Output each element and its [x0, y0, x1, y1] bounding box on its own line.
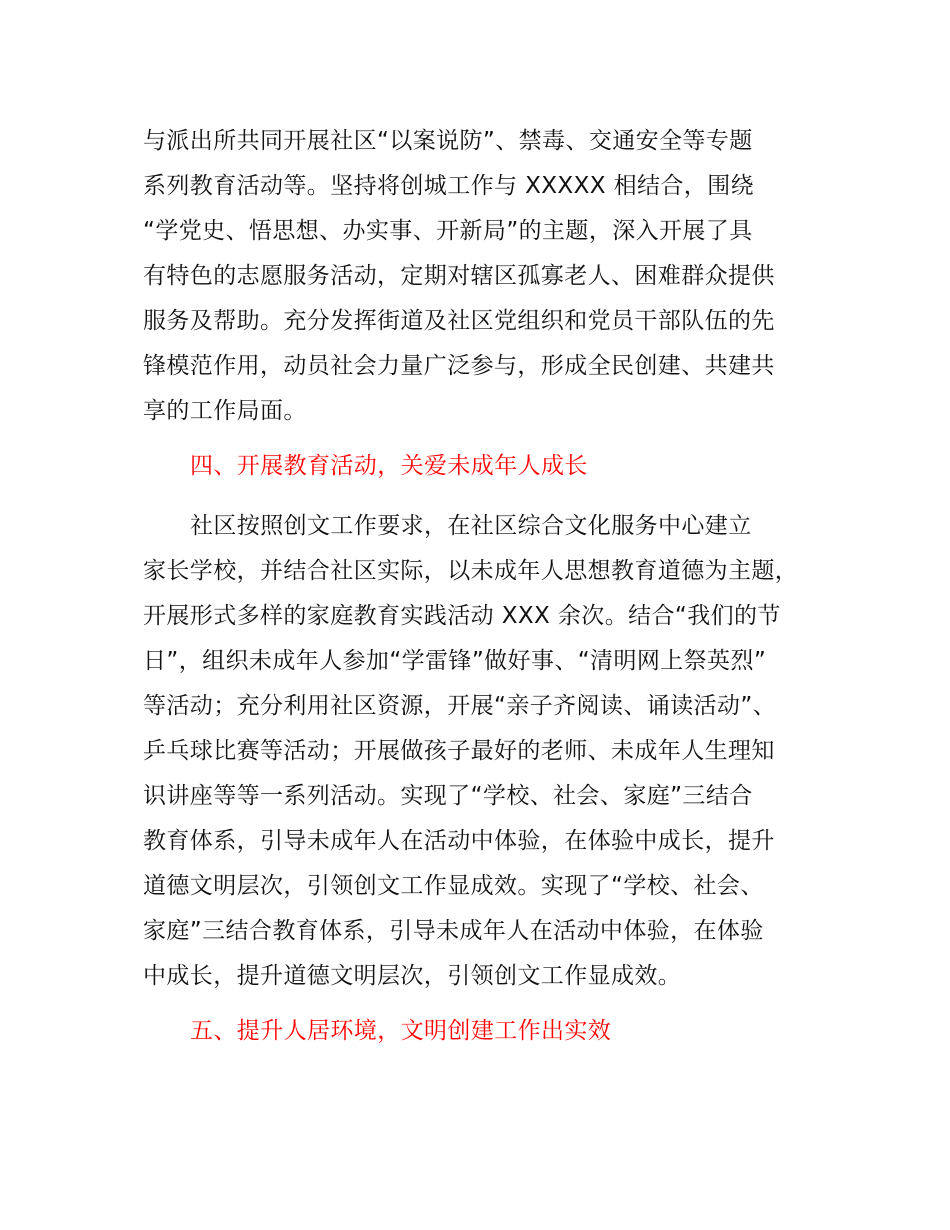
paragraph-line: 教育体系，引导未成年人在活动中体验，在体验中成长，提升: [143, 828, 775, 854]
paragraph-line: 服务及帮助。充分发挥街道及社区党组织和党员干部队伍的先: [143, 308, 775, 334]
paragraph-line: 锋模范作用，动员社会力量广泛参与，形成全民创建、共建共: [143, 353, 775, 379]
paragraph-line: 等活动；充分利用社区资源，开展“亲子齐阅读、诵读活动”、: [143, 693, 777, 719]
paragraph-line: “学党史、悟思想、办实事、开新局”的主题，深入开展了具: [143, 218, 753, 244]
section-heading-5: 五、提升人居环境，文明创建工作出实效: [190, 1018, 612, 1044]
paragraph-line: 有特色的志愿服务活动，定期对辖区孤寡老人、困难群众提供: [143, 263, 775, 289]
paragraph-line: 中成长，提升道德文明层次，引领创文工作显成效。: [143, 963, 682, 989]
paragraph-line: 开展形式多样的家庭教育实践活动 XXX 余次。结合“我们的节: [143, 603, 781, 629]
paragraph-line: 识讲座等等一系列活动。实现了“学校、社会、家庭”三结合: [143, 783, 753, 809]
paragraph-line: 道德文明层次，引领创文工作显成效。实现了“学校、社会、: [143, 873, 764, 899]
paragraph-line: 乒乓球比赛等活动；开展做孩子最好的老师、未成年人生理知: [143, 738, 775, 764]
paragraph-line: 家长学校，并结合社区实际，以未成年人思想教育道德为主题，: [143, 558, 799, 584]
paragraph-line: 与派出所共同开展社区“以案说防”、禁毒、交通安全等专题: [143, 128, 753, 154]
paragraph-line: 社区按照创文工作要求，在社区综合文化服务中心建立: [190, 513, 752, 539]
paragraph-line: 系列教育活动等。坚持将创城工作与 XXXXX 相结合，围绕: [143, 173, 755, 199]
paragraph-line: 日”，组织未成年人参加“学雷锋”做好事、“清明网上祭英烈”: [143, 648, 767, 674]
paragraph-line: 享的工作局面。: [143, 398, 307, 424]
section-heading-4: 四、开展教育活动，关爱未成年人成长: [190, 453, 588, 479]
paragraph-line: 家庭”三结合教育体系，引导未成年人在活动中体验，在体验: [143, 918, 764, 944]
